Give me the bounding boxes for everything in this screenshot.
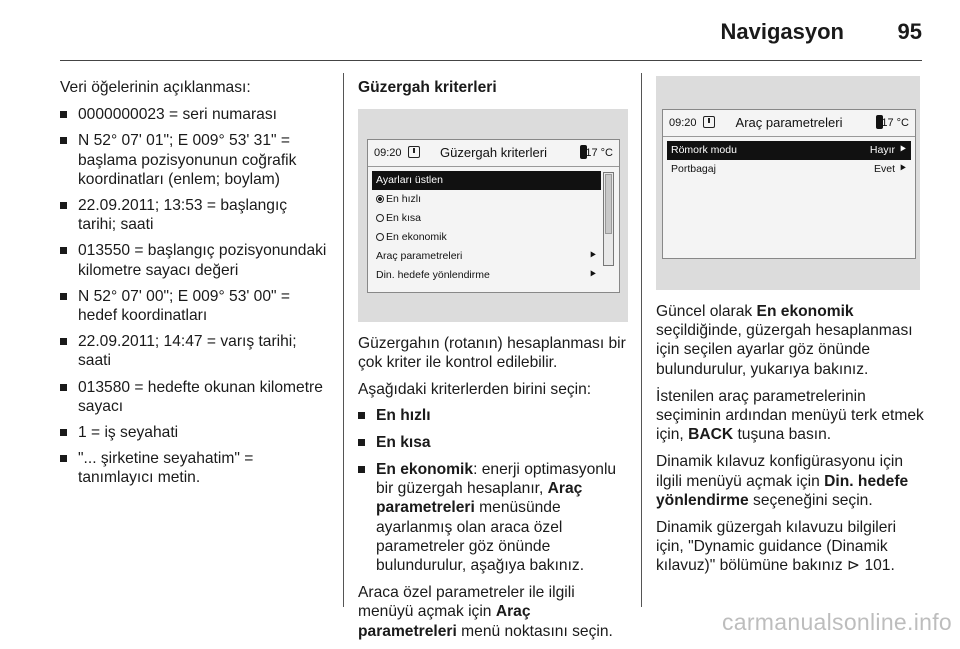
text-run: 101.	[860, 557, 895, 575]
column-2-text	[358, 334, 628, 649]
page-reference-icon: ⊳	[847, 557, 861, 575]
list-item	[358, 406, 628, 425]
data-items-list	[60, 105, 328, 487]
text-run: Güncel olarak	[656, 303, 757, 320]
text-run: Dinamik güzergah kılavuzu bilgileri için, "Dynamic guidance (Dinamik kılavuz)" bölümüne bakınız	[656, 519, 897, 575]
list-item: 013550 = başlangıç pozisyonundaki kilometre sayacı değeri	[60, 241, 328, 279]
menu-item-vehicle-parameters[interactable]	[372, 247, 601, 266]
menu-list	[663, 137, 915, 179]
list-item: N 52° 07' 01"; E 009° 53' 31" = başlama pozisyonunun coğrafik koordinatları (enlem; boylam)	[60, 131, 328, 189]
menu-item-roof-rack[interactable]	[667, 160, 911, 179]
menu-item-label: Portbagaj	[671, 163, 716, 175]
chevron-right-icon: ⯈	[898, 144, 907, 156]
paragraph	[656, 452, 928, 510]
clock-time: 09:20	[669, 117, 697, 129]
vehicle-parameters-screenshot	[656, 76, 920, 290]
list-item: 013580 = hedefte okunan kilometre sayacı	[60, 378, 328, 416]
column-2	[358, 78, 628, 105]
menu-item-apply-settings[interactable]	[372, 171, 601, 190]
dynamic-guidance-term: Din. hedefe yönlendirme	[656, 472, 909, 509]
watermark: carmanualsonline.info	[721, 609, 952, 635]
list-item: 22.09.2011; 14:47 = varış tarihi; saati	[60, 332, 328, 370]
menu-item-label: En ekonomik	[386, 231, 447, 243]
display-screen	[367, 139, 620, 293]
list-item	[358, 460, 628, 575]
vehicle-parameters-term: Araç parametreleri	[376, 480, 583, 517]
radio-icon	[376, 214, 384, 222]
radio-icon	[376, 233, 384, 241]
menu-list	[368, 167, 619, 285]
column-1	[60, 78, 328, 495]
menu-item-label: Din. hedefe yönlendirme	[376, 269, 490, 281]
menu-item-dynamic-guidance[interactable]	[372, 266, 601, 285]
text-run: tuşuna basın.	[733, 426, 832, 444]
route-criteria-heading: Güzergah kriterleri	[358, 79, 497, 96]
criterion-economic: En ekonomik	[376, 461, 474, 479]
temperature: 17 °C	[585, 147, 613, 159]
text-run: seçeneğini seçin.	[748, 491, 873, 509]
menu-item-value: Hayır	[869, 144, 895, 156]
menu-item-economic[interactable]	[372, 228, 601, 247]
header-rule	[60, 60, 922, 61]
text-run: menüsünde ayarlanmış olan araca özel parametreler göz önünde bulundurulur, aşağıya bakınız.	[376, 499, 585, 575]
column-divider-1	[343, 73, 344, 607]
paragraph: Güzergahın (rotanın) hesaplanması bir çok kriter ile kontrol edilebilir.	[358, 335, 626, 372]
display-screen	[662, 109, 916, 259]
scrollbar-thumb[interactable]	[605, 174, 612, 234]
status-bar	[368, 140, 619, 167]
paragraph	[656, 518, 928, 576]
text-run: İstenilen araç parametrelerinin seçiminin ardından menüyü terk etmek için,	[656, 387, 924, 444]
criterion-shortest: En kısa	[376, 433, 431, 451]
menu-item-shortest[interactable]	[372, 209, 601, 228]
text-run: Araca özel parametreler ile ilgili menüyü açmak için	[358, 584, 575, 621]
paragraph	[656, 302, 928, 379]
clock-time: 09:20	[374, 147, 402, 159]
column-divider-2	[641, 73, 642, 607]
screen-title: Araç parametreleri	[735, 115, 843, 130]
menu-item-label: En hızlı	[386, 193, 422, 205]
vehicle-parameters-term: Araç parametreleri	[358, 603, 531, 640]
chevron-right-icon: ⯈	[588, 269, 597, 281]
criterion-fastest: En hızlı	[376, 406, 431, 424]
page-number: 95	[897, 19, 922, 44]
paragraph: Aşağıdaki kriterlerden birini seçin:	[358, 381, 592, 399]
menu-item-label: Araç parametreleri	[376, 250, 463, 262]
chevron-right-icon: ⯈	[588, 250, 597, 262]
criteria-list	[358, 406, 628, 576]
text-run: Dinamik kılavuz konfigürasyonu için ilgili menüyü açmak için	[656, 453, 904, 490]
temperature: 17 °C	[881, 117, 909, 129]
list-item: 22.09.2011; 13:53 = başlangıç tarihi; saati	[60, 196, 328, 234]
section-title: Navigasyon	[720, 19, 844, 44]
column-3-text	[656, 302, 928, 584]
back-key-term: BACK	[688, 426, 734, 444]
menu-item-label: Ayarları üstlen	[376, 174, 443, 186]
list-item	[358, 433, 628, 452]
screen-title: Güzergah kriterleri	[440, 145, 547, 160]
status-bar	[663, 110, 915, 137]
clock-icon	[703, 116, 715, 128]
radio-selected-icon	[376, 195, 384, 203]
page-header	[60, 0, 922, 58]
menu-item-fastest[interactable]	[372, 190, 601, 209]
text-run: menü noktasını seçin.	[456, 622, 613, 640]
text-run: : enerji optimasyonlu bir güzergah hesaplanır,	[376, 461, 617, 498]
list-item: "... şirketine seyahatim" = tanımlayıcı metin.	[60, 449, 328, 487]
paragraph	[656, 387, 928, 445]
menu-item-trailer-mode[interactable]	[667, 141, 911, 160]
list-item: N 52° 07' 00"; E 009° 53' 00" = hedef koordinatları	[60, 287, 328, 325]
list-item: 0000000023 = seri numarası	[60, 105, 328, 124]
menu-item-label: En kısa	[386, 212, 422, 224]
economic-term: En ekonomik	[756, 303, 854, 320]
chevron-right-icon: ⯈	[898, 163, 907, 175]
menu-item-label: Römork modu	[671, 144, 737, 156]
data-items-intro: Veri öğelerinin açıklanması:	[60, 79, 251, 96]
text-run: seçildiğinde, güzergah hesaplanması için seçilen ayarlar göz önünde bulundurulur, yukarıya bakınız.	[656, 322, 913, 378]
clock-icon	[408, 146, 420, 158]
menu-item-value: Evet	[873, 163, 895, 175]
route-criteria-screenshot	[358, 109, 628, 322]
paragraph	[358, 583, 628, 641]
list-item: 1 = iş seyahati	[60, 423, 328, 442]
scrollbar[interactable]	[603, 172, 614, 266]
